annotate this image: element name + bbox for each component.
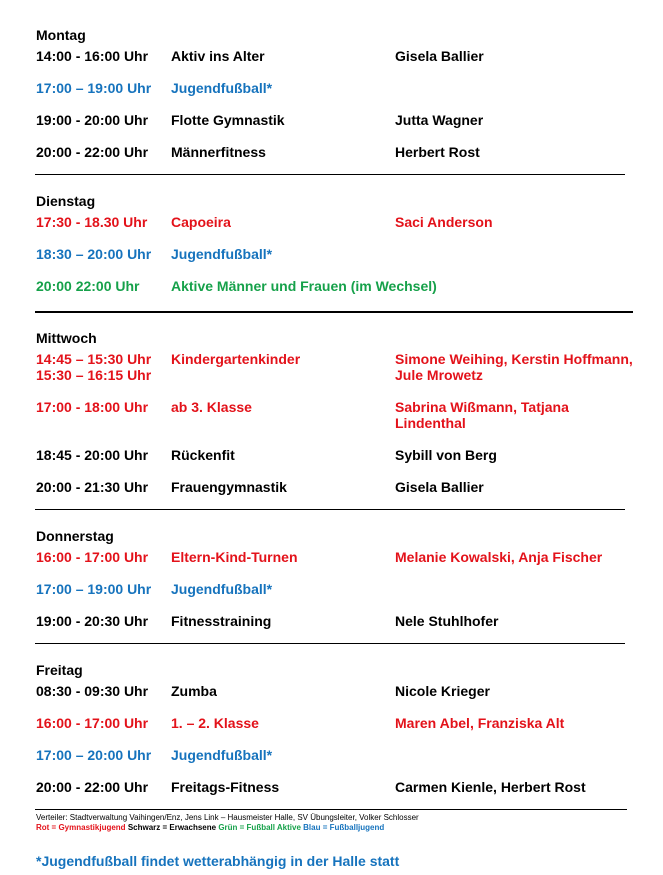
leader: Nele Stuhlhofer xyxy=(395,613,499,629)
leader: Sabrina Wißmann, Tatjana xyxy=(395,399,569,415)
course: Frauengymnastik xyxy=(171,479,287,495)
time-second-line: 15:30 – 16:15 Uhr xyxy=(36,367,152,383)
course: Männerfitness xyxy=(171,144,266,160)
course: ab 3. Klasse xyxy=(171,399,252,415)
divider xyxy=(35,809,627,810)
time: 17:00 – 19:00 Uhr xyxy=(36,80,152,96)
day-heading-montag: Montag xyxy=(36,27,86,43)
course: 1. – 2. Klasse xyxy=(171,715,259,731)
legend-red: Rot = Gymnastikjugend xyxy=(36,823,126,832)
legend-green: Grün = Fußball Aktive xyxy=(218,823,301,832)
leader-second-line: Jule Mrowetz xyxy=(395,367,483,383)
time: 08:30 - 09:30 Uhr xyxy=(36,683,149,699)
footnote: *Jugendfußball findet wetterabhängig in der Halle statt xyxy=(36,853,400,869)
leader: Gisela Ballier xyxy=(395,48,484,64)
time: 14:00 - 16:00 Uhr xyxy=(36,48,149,64)
course: Kindergartenkinder xyxy=(171,351,301,367)
time: 16:00 - 17:00 Uhr xyxy=(36,715,149,731)
time: 16:00 - 17:00 Uhr xyxy=(36,549,149,565)
distribution-list: Verteiler: Stadtverwaltung Vaihingen/Enz, Jens Link – Hausmeister Halle, SV Übungsleiter, Volker Schlosser xyxy=(36,813,419,822)
legend-blue: Blau = Fußballjugend xyxy=(303,823,385,832)
leader: Herbert Rost xyxy=(395,144,480,160)
legend-black: Schwarz = Erwachsene xyxy=(127,823,217,832)
leader-second-line: Lindenthal xyxy=(395,415,466,431)
leader: Simone Weihing, Kerstin Hoffmann, xyxy=(395,351,633,367)
course: Eltern-Kind-Turnen xyxy=(171,549,298,565)
divider xyxy=(35,643,625,644)
day-heading-freitag: Freitag xyxy=(36,662,83,678)
course: Rückenfit xyxy=(171,447,235,463)
leader: Gisela Ballier xyxy=(395,479,484,495)
course: Jugendfußball* xyxy=(171,246,273,262)
leader: Carmen Kienle, Herbert Rost xyxy=(395,779,586,795)
divider xyxy=(35,174,625,175)
course: Jugendfußball* xyxy=(171,747,273,763)
course: Aktiv ins Alter xyxy=(171,48,265,64)
divider xyxy=(35,509,625,510)
time: 14:45 – 15:30 Uhr xyxy=(36,351,152,367)
divider xyxy=(35,311,633,313)
course: Zumba xyxy=(171,683,217,699)
time: 17:30 - 18.30 Uhr xyxy=(36,214,148,230)
time: 17:00 – 19:00 Uhr xyxy=(36,581,152,597)
course: Freitags-Fitness xyxy=(171,779,280,795)
time: 20:00 - 22:00 Uhr xyxy=(36,144,149,160)
course: Jugendfußball* xyxy=(171,80,273,96)
course: Jugendfußball* xyxy=(171,581,273,597)
time: 18:45 - 20:00 Uhr xyxy=(36,447,149,463)
course: Fitnesstraining xyxy=(171,613,272,629)
time: 20:00 - 22:00 Uhr xyxy=(36,779,149,795)
course: Flotte Gymnastik xyxy=(171,112,285,128)
time: 18:30 – 20:00 Uhr xyxy=(36,246,152,262)
time: 17:00 – 20:00 Uhr xyxy=(36,747,152,763)
course: Aktive Männer und Frauen (im Wechsel) xyxy=(171,278,437,294)
time: 20:00 - 21:30 Uhr xyxy=(36,479,149,495)
leader: Nicole Krieger xyxy=(395,683,490,699)
time: 19:00 - 20:00 Uhr xyxy=(36,112,149,128)
leader: Jutta Wagner xyxy=(395,112,484,128)
leader: Maren Abel, Franziska Alt xyxy=(395,715,565,731)
day-heading-dienstag: Dienstag xyxy=(36,193,96,209)
color-legend xyxy=(36,823,384,833)
day-heading-donnerstag: Donnerstag xyxy=(36,528,114,544)
time: 20:00 22:00 Uhr xyxy=(36,278,140,294)
time: 19:00 - 20:30 Uhr xyxy=(36,613,149,629)
leader: Sybill von Berg xyxy=(395,447,497,463)
leader: Saci Anderson xyxy=(395,214,493,230)
course: Capoeira xyxy=(171,214,231,230)
day-heading-mittwoch: Mittwoch xyxy=(36,330,97,346)
leader: Melanie Kowalski, Anja Fischer xyxy=(395,549,603,565)
time: 17:00 - 18:00 Uhr xyxy=(36,399,149,415)
